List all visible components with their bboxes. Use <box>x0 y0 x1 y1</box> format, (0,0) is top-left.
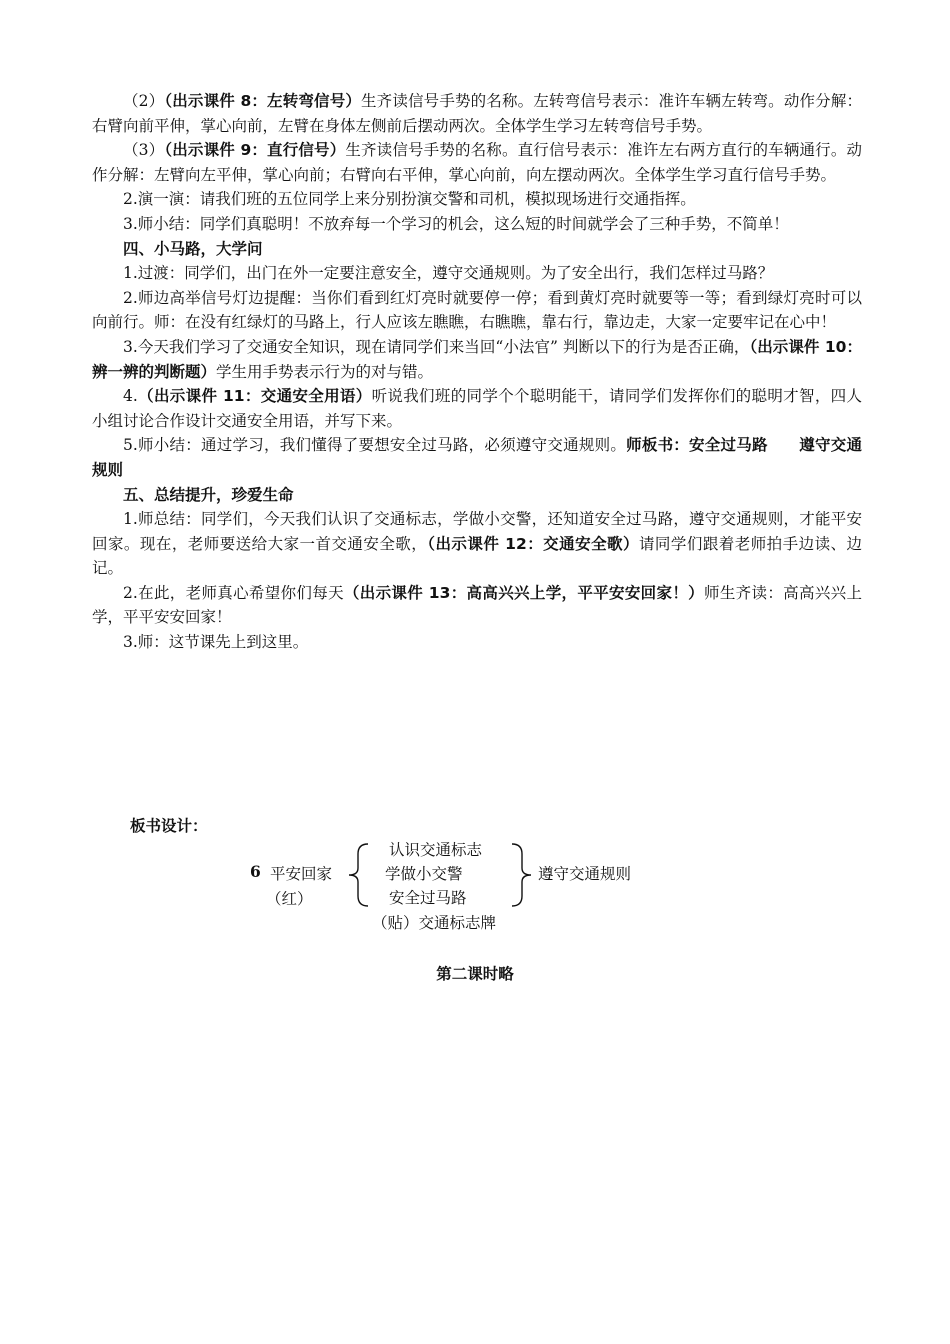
board-sticker-note: （贴）交通标志牌 <box>372 914 497 932</box>
board-lesson-number: 6 <box>250 862 261 881</box>
board-item-3: 安全过马路 <box>389 889 467 907</box>
document-body <box>92 89 862 655</box>
section4-p3: 3.今天我们学习了交通安全知识，现在请同学们来当回“小法官” 判断以下的行为是否正确，（出示课件 10：辨一辨的判断题）学生用手势表示行为的对与错。 <box>92 337 862 381</box>
right-brace-icon <box>510 842 534 908</box>
section4-p4: 4.（出示课件 11：交通安全用语）听说我们班的同学个个聪明能干，请同学们发挥你们的聪明才智，四人小组讨论合作设计交通安全用语，并写下来。 <box>92 387 862 430</box>
paragraph-act: 2.演一演：请我们班的五位同学上来分别扮演交警和司机，模拟现场进行交通指挥。 <box>123 190 696 209</box>
paragraph-summary: 3.师小结：同学们真聪明！不放弃每一个学习的机会，这么短的时间就学会了三种手势，不简单！ <box>123 214 789 233</box>
footer-note: 第二课时略 <box>436 965 514 983</box>
section4-p5: 5.师小结：通过学习，我们懂得了要想安全过马路，必须遵守交通规则。师板书：安全过马路 遵守交通规则 <box>92 436 862 479</box>
paragraph-straight: （3）（出示课件 9：直行信号）生齐读信号手势的名称。直行信号表示：准许左右两方直行的车辆通行。动作分解：左臂向左平伸，掌心向前；右臂向右平伸，掌心向前，向左摆动两次。全体学生学习直行信号手势。 <box>92 141 862 184</box>
board-design-title: 板书设计： <box>130 817 208 835</box>
section5-heading: 五、总结提升，珍爱生命 <box>123 485 294 504</box>
paragraph-left-turn: （2）（出示课件 8：左转弯信号）生齐读信号手势的名称。左转弯信号表示：准许车辆左转弯。动作分解：右臂向前平伸，掌心向前，左臂在身体左侧前后摆动两次。全体学生学习左转弯信号手势。 <box>92 92 862 135</box>
board-lesson-title: 平安回家 <box>270 865 333 883</box>
board-result: 遵守交通规则 <box>538 865 632 883</box>
section4-p1: 1.过渡：同学们，出门在外一定要注意安全，遵守交通规则。为了安全出行，我们怎样过马路？ <box>123 264 774 283</box>
section4-p2: 2.师边高举信号灯边提醒：当你们看到红灯亮时就要停一停；看到黄灯亮时就要等一等；看到绿灯亮时可以向前行。师：在没有红绿灯的马路上，行人应该左瞧瞧，右瞧瞧，靠右行，靠边走，大家一定要牢记在心中！ <box>92 288 862 332</box>
section5-p3: 3.师：这节课先上到这里。 <box>123 633 309 652</box>
board-item-1: 认识交通标志 <box>389 841 483 859</box>
board-item-2: 学做小交警 <box>385 865 463 883</box>
left-brace-icon <box>346 842 370 908</box>
section5-p1: 1.师总结：同学们，今天我们认识了交通标志，学做小交警，还知道安全过马路，遵守交通规则，才能平安回家。现在，老师要送给大家一首交通安全歌，（出示课件 12：交通安全歌）请同学们跟着老师拍手边读、边记。 <box>92 510 862 578</box>
board-red-note: （红） <box>266 890 313 908</box>
section4-heading: 四、小马路，大学问 <box>123 239 263 258</box>
section5-p2: 2.在此，老师真心希望你们每天（出示课件 13：高高兴兴上学，平平安安回家！）师生齐读：高高兴兴上学，平平安安回家！ <box>92 583 862 627</box>
